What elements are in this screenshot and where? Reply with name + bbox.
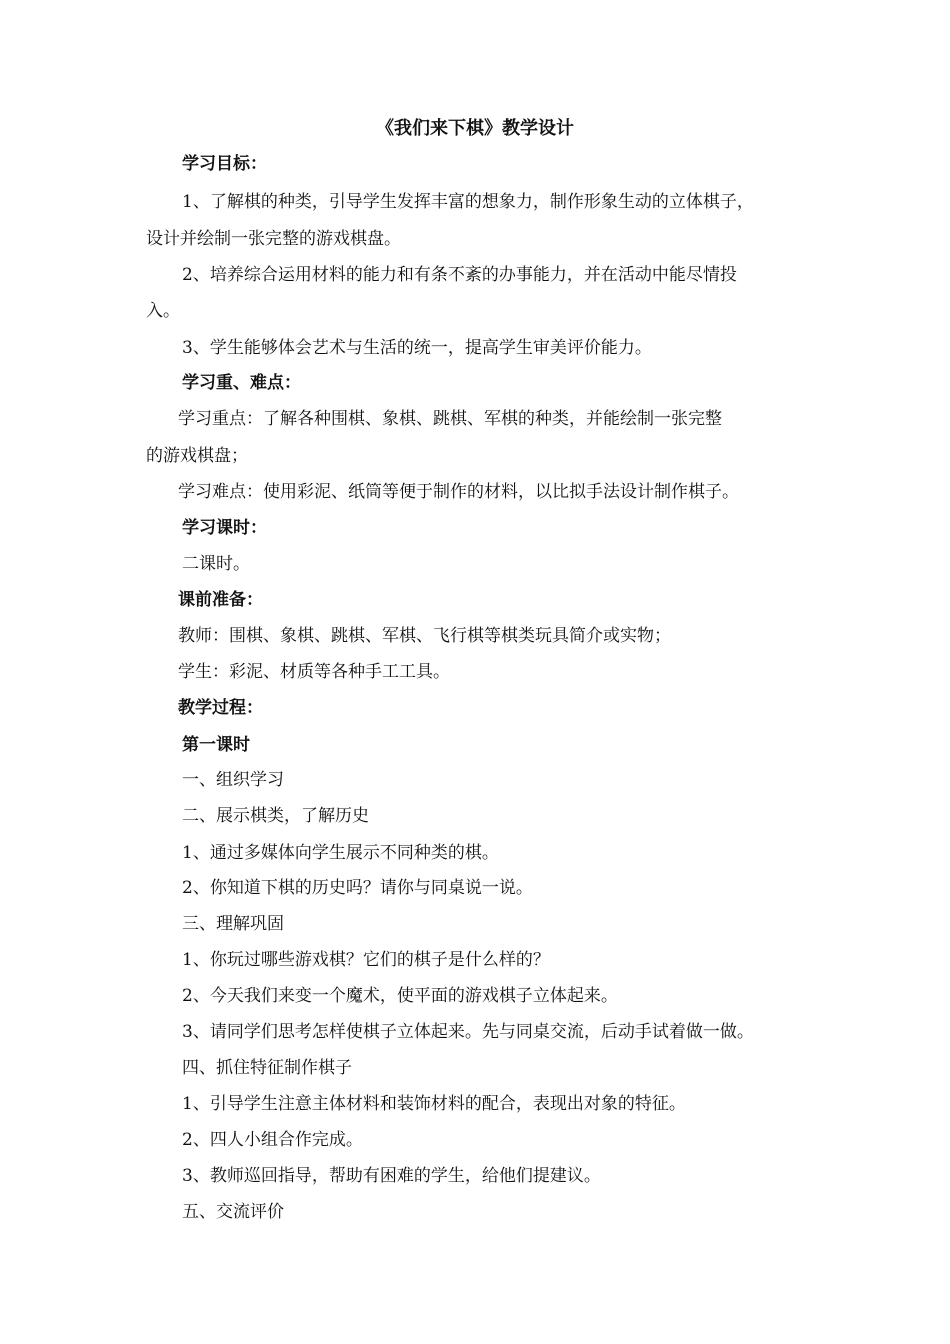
process-step: 3、请同学们思考怎样使棋子立体起来。先与同桌交流，后动手试着做一做。 bbox=[182, 1022, 754, 1042]
objective-2-line-1: 2、培养综合运用材料的能力和有条不紊的办事能力，并在活动中能尽情投 bbox=[182, 265, 737, 285]
process-step: 3、教师巡回指导，帮助有困难的学生，给他们提建议。 bbox=[182, 1166, 601, 1186]
preparation-teacher: 教师：围棋、象棋、跳棋、军棋、飞行棋等棋类玩具简介或实物； bbox=[178, 626, 671, 646]
lesson-1-heading: 第一课时 bbox=[182, 735, 250, 755]
process-step: 1、你玩过哪些游戏棋？它们的棋子是什么样的？ bbox=[182, 950, 550, 970]
process-step: 2、你知道下棋的历史吗？请你与同桌说一说。 bbox=[182, 878, 533, 898]
process-step: 1、引导学生注意主体材料和装饰材料的配合，表现出对象的特征。 bbox=[182, 1094, 686, 1114]
process-step: 四、抓住特征制作棋子 bbox=[182, 1058, 352, 1078]
class-hours-heading: 学习课时： bbox=[182, 518, 267, 538]
preparation-heading: 课前准备： bbox=[178, 590, 263, 610]
objective-1-line-2: 设计并绘制一张完整的游戏棋盘。 bbox=[146, 229, 401, 249]
objective-1-line-1: 1、了解棋的种类，引导学生发挥丰富的想象力，制作形象生动的立体棋子， bbox=[182, 192, 754, 212]
process-step: 三、理解巩固 bbox=[182, 914, 284, 934]
preparation-student: 学生：彩泥、材质等各种手工工具。 bbox=[178, 662, 450, 682]
process-step: 二、展示棋类，了解历史 bbox=[182, 806, 369, 826]
process-step: 2、四人小组合作完成。 bbox=[182, 1130, 363, 1150]
objective-2-line-2: 入。 bbox=[146, 301, 180, 321]
objective-3: 3、学生能够体会艺术与生活的统一，提高学生审美评价能力。 bbox=[182, 338, 652, 358]
class-hours-value: 二课时。 bbox=[182, 554, 250, 574]
process-step: 2、今天我们来变一个魔术，使平面的游戏棋子立体起来。 bbox=[182, 986, 618, 1006]
process-step: 五、交流评价 bbox=[182, 1202, 284, 1222]
document-title: 《我们来下棋》教学设计 bbox=[376, 118, 574, 139]
focus-line-1: 学习重点：了解各种围棋、象棋、跳棋、军棋的种类，并能绘制一张完整 bbox=[178, 409, 722, 429]
process-step: 一、组织学习 bbox=[182, 770, 284, 790]
key-points-heading: 学习重、难点： bbox=[182, 373, 301, 393]
focus-line-2: 的游戏棋盘； bbox=[146, 446, 248, 466]
process-step: 1、通过多媒体向学生展示不同种类的棋。 bbox=[182, 843, 499, 863]
difficulty-line: 学习难点：使用彩泥、纸筒等便于制作的材料，以比拟手法设计制作棋子。 bbox=[178, 482, 739, 502]
objectives-heading: 学习目标： bbox=[182, 154, 267, 174]
process-heading: 教学过程： bbox=[178, 698, 263, 718]
